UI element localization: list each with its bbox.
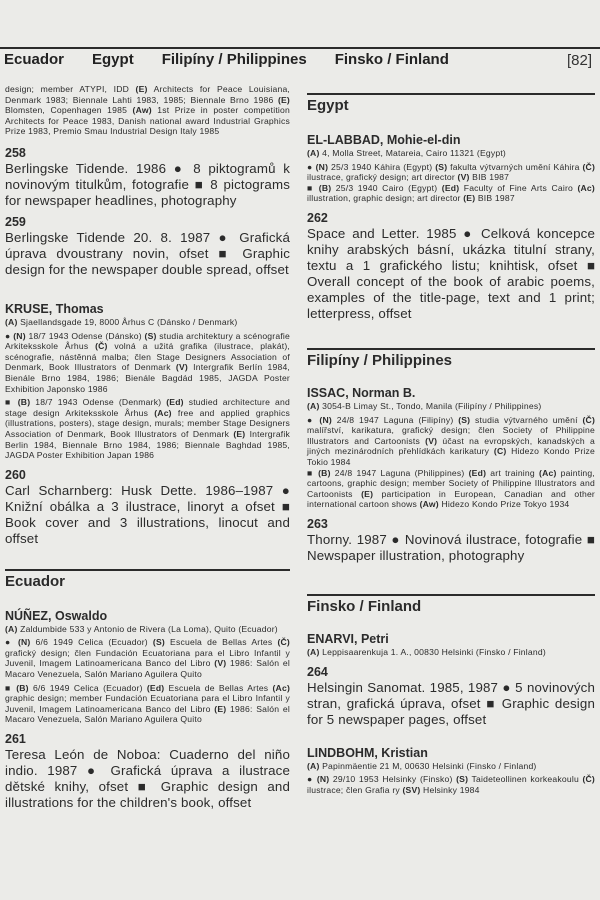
bio-czech: ● (N) 25/3 1940 Káhira (Egypt) (S) fakulta výtvarných umění Káhira (Č) ilustrace, grafický design; art director (V) BIB 1987 xyxy=(307,161,596,183)
artist-name: ISSAC, Norman B. xyxy=(307,385,416,400)
bio-czech: ● (N) 6/6 1949 Celica (Ecuador) (S) Escuela de Bellas Artes (Č) grafický design; člen Fundación Ecuatoriana para el Libro Infantil y Juvenil, Imagem Latinoamericana Banco del Libro (V) 1986: Salón el Macaro Venezuela, Salón Mariano Aguilera Quito xyxy=(5,637,290,680)
header-rule xyxy=(0,47,600,49)
artist-name: NÚÑEZ, Oswaldo xyxy=(5,608,108,623)
artist-address: (A) 3054-B Limay St., Tondo, Manila (Filipíny / Philippines) xyxy=(307,400,542,411)
work-entry xyxy=(5,146,290,209)
entry-text: Helsingin Sanomat. 1985, 1987 ● 5 novinových stran, grafická úprava, ofset ■ Graphic design for 5 newspaper pages, offset xyxy=(307,679,595,727)
left-column xyxy=(5,84,290,811)
running-header-item: Egypt xyxy=(92,51,134,68)
bio-text: design; member ATYPI, IDD (E) Architects for Peace Louisiana, Denmark 1983; Biennale Lahti 1983, 1985; Biennale Brno 1986 (E) Blomsten, Copenhagen 1985 (Aw) 1st Prize in poster competition Architects for Peace 1983, Danish national award Industrial Graphics Prize 1983, Premio Smau Industrial Design Italy 1985 xyxy=(5,84,291,137)
entry-number: 258 xyxy=(5,145,26,160)
section-philippines xyxy=(307,350,595,513)
bio-english: ■ (B) 6/6 1949 Celica (Ecuador) (Ed) Escuela de Bellas Artes (Ac) graphic design; member Fundación Ecuatoriana para el Libro Infantil y Juvenil, Imagem Latinoamericana Banco del Libro (E) 1986: Salón el Macaro Venezuela, Salón Mariano Aguilera Quito xyxy=(5,682,291,725)
artist-address: (A) Sjaellandsgade 19, 8000 Århus C (Dánsko / Denmark) xyxy=(5,316,238,327)
section-finland xyxy=(307,596,595,661)
entry-text: Space and Letter. 1985 ● Celková koncepce knihy arabských básní, ukázka titulní strany, textu a 1 grafického listu; knihtisk, ofset ■ Overall concept of the book of arabic poems, examples of the title-page, text and 1 print; letterpress, offset xyxy=(307,225,595,321)
artist-name: EL-LABBAD, Mohie-el-din xyxy=(307,133,461,147)
right-column xyxy=(307,93,595,798)
artist-name: ENARVI, Petri xyxy=(307,631,389,646)
work-entry xyxy=(307,665,595,728)
artist-address: (A) 4, Molla Street, Matareia, Cairo 11321 (Egypt) xyxy=(307,148,506,158)
artist-name: KRUSE, Thomas xyxy=(5,301,104,316)
artist-address: (A) Zaldumbide 533 y Antonio de Rivera (La Loma), Quito (Ecuador) xyxy=(5,623,278,634)
entry-text: Thorny. 1987 ● Novinová ilustrace, fotografie ■ Newspaper illustration, photography xyxy=(307,531,595,563)
section-egypt xyxy=(307,95,595,207)
entry-text: Teresa León de Noboa: Cuaderno del niño indio. 1987 ● Grafická úprava a ilustrace dětské knihy, ofset ■ Graphic design and illustrations for the children's book, offset xyxy=(5,747,290,811)
bio-english: ■ (B) 25/3 1940 Cairo (Egypt) (Ed) Faculty of Fine Arts Cairo (Ac) illustration, graphic design; art director (E) BIB 1987 xyxy=(307,182,595,204)
entry-text: Berlingske Tidende. 1986 ● 8 piktogramů k novinovým titulkům, fotografie ■ 8 pictograms for newspaper headlines, photography xyxy=(5,160,290,208)
bio-continuation xyxy=(5,84,290,140)
running-header-item: Finsko / Finland xyxy=(334,51,449,68)
running-header-item: Filipíny / Philippines xyxy=(161,51,307,68)
section-ecuador xyxy=(5,571,290,728)
entry-number: 264 xyxy=(307,664,328,679)
entry-number: 261 xyxy=(5,732,26,747)
artist-kruse xyxy=(5,302,290,464)
running-header-item: Ecuador xyxy=(4,51,65,68)
section-heading: Ecuador xyxy=(5,572,66,590)
section-heading: Filipíny / Philippines xyxy=(307,351,453,369)
artist-lindbohm xyxy=(307,746,595,799)
artist-name: LINDBOHM, Kristian xyxy=(307,745,428,760)
entry-text: Carl Scharnberg: Husk Dette. 1986–1987 ● Knižní obálka a 3 ilustrace, linoryt a ofset ■ Book cover and 3 illustrations, linocut and offset xyxy=(5,482,290,546)
bio-english: ■ (B) 18/7 1943 Odense (Denmark) (Ed) studied architecture and stage design Arkiteksskole Århus (Ac) free and applied graphics (illustrations, posters), stage design, murals; member Stage Designers Association of Denmark, Book Illustrators of Denmark (E) Intergrafik Berlin 1984, Biennale Brno 1984, 1986; Biennale Baghdad 1985, JAGDA Poster Exhibition Japan 1986 xyxy=(5,397,290,461)
bio-czech: ● (N) 29/10 1953 Helsinky (Finsko) (S) Taideteollinen korkeakoulu (Č) ilustrace; člen Grafia ry (SV) Helsinky 1984 xyxy=(307,774,595,795)
bio-english: ■ (B) 24/8 1947 Laguna (Philippines) (Ed) art training (Ac) painting, cartoons, graphic design; member Society of Philippine Illustrators and Cartoonists (E) participation in European, Canadian and other international cartoon shows (Aw) Hidezo Kondo Prize Tokyo 1934 xyxy=(307,467,595,510)
entry-number: 259 xyxy=(5,214,26,229)
entry-text: Berlingske Tidende 20. 8. 1987 ● Grafická úprava dvoustrany novin, ofset ■ Graphic design for the newspaper double spread, offset xyxy=(5,229,290,277)
bio-czech: ● (N) 18/7 1943 Odense (Dánsko) (S) studia architektury a scénografie Arkiteksskole Århus (Č) volná a užitá grafika (ilustrace, plakát), scénografie, nástěnná malba; člen Stage Designers Association of Denmark, Book Illustrators of Denmark (V) Intergrafik Berlín 1984, Bienále Brno 1984, 1986; Bienále Bagdád 1985, JAGDA Poster Exhibition Japonsko 1986 xyxy=(5,330,291,394)
entry-number: 260 xyxy=(5,467,26,482)
entry-number: 262 xyxy=(307,210,328,225)
artist-address: (A) Papinmäentie 21 M, 00630 Helsinki (Finsko / Finland) xyxy=(307,760,537,771)
page-number: [82] xyxy=(566,52,592,69)
running-header xyxy=(4,51,546,68)
work-entry xyxy=(5,215,290,278)
section-heading: Finsko / Finland xyxy=(307,597,422,615)
artist-address: (A) Leppisaarenkuja 1. A., 00830 Helsinki (Finsko / Finland) xyxy=(307,646,546,657)
section-heading: Egypt xyxy=(307,97,349,114)
work-entry xyxy=(307,517,595,564)
entry-number: 263 xyxy=(307,516,328,531)
work-entry xyxy=(5,732,290,811)
work-entry xyxy=(307,211,595,322)
bio-czech: ● (N) 24/8 1947 Laguna (Filipíny) (S) studia výtvarného umění (Č) malířství, karikatura, grafický design; člen Society of Philippine Illustrators and Cartoonists (V) účast na evropských, kanadských a jiných mezinárodních přehlídkách karikatury (C) Hidezo Kondo Prize Tokio 1984 xyxy=(307,414,596,467)
work-entry xyxy=(5,468,290,547)
